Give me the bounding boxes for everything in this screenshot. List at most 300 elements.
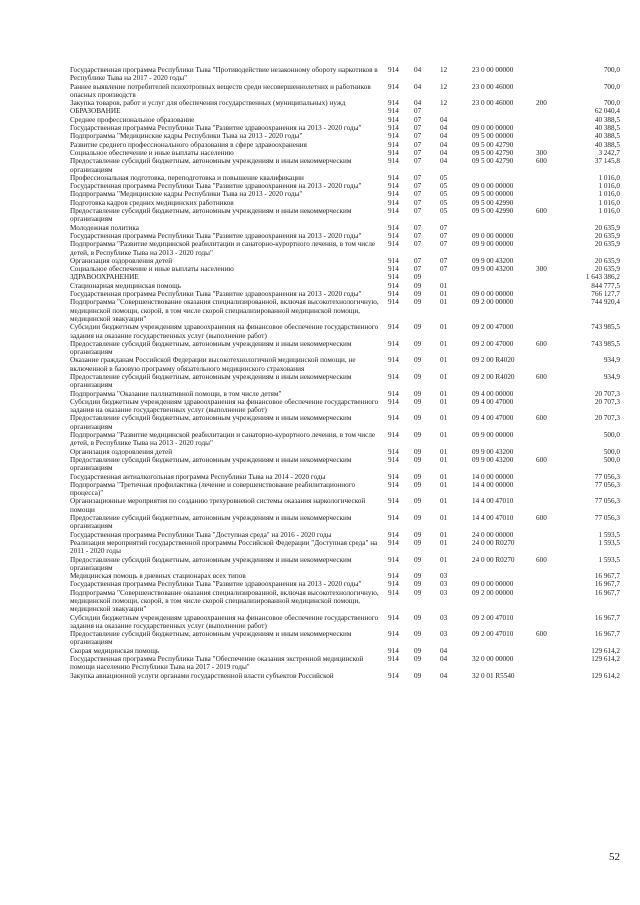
row-expense-type-code	[536, 448, 566, 456]
row-target-article-code: 09 9 00 00000	[472, 431, 514, 440]
row-section-code: 07	[414, 132, 422, 141]
row-expense-type-code: 600	[536, 514, 547, 523]
row-name: Предоставление субсидий бюджетным, автономным учреждениям и иным некоммерческим организациям	[70, 372, 352, 390]
row-department-code: 914	[388, 132, 399, 141]
row-subsection-code: 03	[440, 580, 448, 589]
row-target-article-code: 09 2 00 47000	[472, 323, 514, 332]
row-amount: 700,0	[603, 99, 620, 108]
row-subsection-code: 07	[440, 240, 448, 249]
row-name: Предоставление субсидий бюджетным, автономным учреждениям и иным некоммерческим организациям	[70, 514, 352, 531]
row-target-article-code: 14 4 00 47010	[472, 497, 514, 506]
row-target-article-code	[472, 116, 536, 124]
row-department-code: 914	[388, 148, 399, 157]
row-name: Организационные мероприятия по созданию трехуровневой системы оказания наркологической помощи	[70, 497, 366, 514]
row-expense-type-code	[536, 539, 566, 556]
row-target-article-code: 24 0 00 R0270	[472, 538, 515, 547]
row-department-code: 914	[388, 173, 399, 182]
row-expense-type-code: 600	[536, 157, 547, 166]
table-row	[70, 539, 620, 556]
row-subsection-code: 01	[440, 538, 448, 547]
row-expense-type-code	[536, 273, 566, 281]
row-section-code: 09	[414, 431, 422, 440]
row-expense-type-code	[536, 182, 566, 190]
row-section-code: 09	[414, 655, 422, 664]
row-subsection-code: 04	[440, 671, 448, 680]
row-target-article-code: 14 4 00 47010	[472, 514, 514, 523]
table-row	[70, 265, 620, 273]
row-department-code: 914	[388, 646, 399, 655]
row-department-code: 914	[388, 580, 399, 589]
table-row	[70, 323, 620, 340]
row-subsection-code: 01	[440, 290, 448, 299]
row-department-code: 914	[388, 182, 399, 191]
row-name: Предоставление субсидий бюджетным, автономным учреждениям и иным некоммерческим организациям	[70, 414, 352, 431]
row-target-article-code: 14 4 00 00000	[472, 480, 514, 489]
table-row	[70, 340, 620, 357]
row-expense-type-code	[536, 473, 566, 481]
row-expense-type-code	[536, 107, 566, 115]
row-expense-type-code	[536, 257, 566, 265]
row-target-article-code: 32 0 01 R5540	[472, 671, 515, 680]
row-section-code: 09	[414, 389, 422, 398]
table-row	[70, 182, 620, 190]
row-department-code: 914	[388, 538, 399, 547]
row-subsection-code: 01	[440, 497, 448, 506]
row-target-article-code: 09 5 00 00000	[472, 190, 514, 199]
row-expense-type-code	[536, 298, 566, 323]
row-target-article-code: 14 0 00 00000	[472, 472, 514, 481]
row-amount: 40 388,5	[594, 140, 620, 149]
page-number: 52	[609, 851, 620, 863]
row-subsection-code: 07	[440, 231, 448, 240]
row-expense-type-code	[536, 323, 566, 340]
row-name: Закупка авиационной услуги органами государственной власти субъектов Российской	[70, 671, 334, 680]
row-department-code: 914	[388, 256, 399, 265]
row-amount: 743 985,5	[591, 339, 620, 348]
row-name: Предоставление субсидий бюджетным, автономным учреждениям и иным некоммерческим организациям	[70, 339, 352, 357]
row-amount: 77 056,3	[594, 514, 620, 523]
table-row	[70, 456, 620, 473]
row-target-article-code: 32 0 00 00000	[472, 655, 514, 664]
row-name: Предоставление субсидий бюджетным, автономным учреждениям и иным некоммерческим организациям	[70, 630, 352, 647]
row-amount: 20 707,3	[594, 397, 620, 406]
row-subsection-code: 01	[440, 530, 448, 539]
row-target-article-code: 09 2 00 47010	[472, 630, 514, 639]
row-subsection-code: 03	[440, 630, 448, 639]
row-subsection-code: 04	[440, 655, 448, 664]
row-target-article-code: 09 2 00 R4020	[472, 372, 515, 381]
table-row	[70, 580, 620, 588]
row-name: Государственная программа Республики Тыва "Развитие здравоохранения на 2013 - 2020 годы"	[70, 124, 362, 133]
table-row	[70, 556, 620, 573]
table-row	[70, 373, 620, 390]
row-subsection-code: 04	[440, 115, 448, 124]
table-row	[70, 589, 620, 614]
row-name: Реализация мероприятий государственной программы Российской Федерации "Доступная среда" на 2011 - 2020 годы	[70, 538, 378, 556]
row-target-article-code: 09 9 00 43200	[472, 256, 514, 265]
row-expense-type-code	[536, 614, 566, 631]
row-amount: 1 016,0	[598, 182, 620, 191]
row-amount: 1 016,0	[598, 190, 620, 199]
row-expense-type-code	[536, 647, 566, 655]
row-amount: 40 388,5	[594, 124, 620, 133]
row-subsection-code: 12	[440, 66, 448, 74]
row-target-article-code: 09 9 00 43200	[472, 265, 514, 274]
row-subsection-code: 07	[440, 223, 448, 232]
row-expense-type-code: 600	[536, 372, 547, 381]
row-department-code: 914	[388, 514, 399, 523]
row-target-article-code	[472, 647, 536, 655]
row-amount: 16 967,7	[594, 572, 620, 581]
row-target-article-code	[472, 273, 536, 281]
table-row	[70, 481, 620, 498]
row-amount: 20 707,3	[594, 414, 620, 423]
row-section-code: 07	[414, 140, 422, 149]
row-subsection-code: 01	[440, 455, 448, 464]
row-subsection-code: 12	[440, 99, 448, 108]
row-subsection-code: 05	[440, 173, 448, 182]
row-section-code: 07	[414, 240, 422, 249]
row-amount: 20 635,9	[594, 223, 620, 232]
row-subsection-code: 04	[440, 148, 448, 157]
row-amount: 934,9	[603, 356, 620, 365]
row-expense-type-code: 300	[536, 148, 547, 157]
row-section-code: 07	[414, 198, 422, 207]
row-amount: 129 614,2	[591, 655, 620, 664]
row-subsection-code: 05	[440, 198, 448, 207]
row-section-code: 07	[414, 190, 422, 199]
row-name: Стационарная медицинская помощь	[70, 281, 181, 290]
row-amount: 743 985,5	[591, 323, 620, 332]
table-row	[70, 224, 620, 232]
row-department-code: 914	[388, 240, 399, 249]
row-expense-type-code	[536, 531, 566, 539]
row-subsection-code: 12	[440, 82, 448, 91]
row-section-code: 07	[414, 207, 422, 216]
row-expense-type-code	[536, 141, 566, 149]
row-department-code: 914	[388, 655, 399, 664]
row-target-article-code: 09 9 00 43200	[472, 455, 514, 464]
table-row	[70, 630, 620, 647]
row-name: Социальное обеспечение и иные выплаты населению	[70, 148, 234, 157]
row-name: Государственная программа Республики Тыва "Развитие здравоохранения на 2013 - 2020 годы"	[70, 182, 362, 191]
row-expense-type-code: 200	[536, 99, 547, 108]
table-row	[70, 398, 620, 415]
row-section-code: 09	[414, 646, 422, 655]
row-department-code: 914	[388, 397, 399, 406]
table-row	[70, 116, 620, 124]
row-subsection-code: 01	[440, 281, 448, 290]
row-section-code: 07	[414, 148, 422, 157]
row-name: Организация оздоровления детей	[70, 447, 173, 456]
row-section-code: 09	[414, 414, 422, 423]
row-amount: 1 643 386,2	[585, 273, 620, 282]
row-subsection-code: 07	[440, 265, 448, 274]
table-row	[70, 290, 620, 298]
row-section-code: 09	[414, 447, 422, 456]
row-name: Скорая медицинская помощь	[70, 646, 160, 655]
row-department-code: 914	[388, 82, 399, 91]
row-amount: 77 056,3	[594, 472, 620, 481]
row-expense-type-code: 600	[536, 555, 547, 564]
row-expense-type-code	[536, 282, 566, 290]
budget-rows	[70, 66, 620, 680]
row-amount: 20 635,9	[594, 231, 620, 240]
row-name: Субсидии бюджетным учреждениям здравоохранения на финансовое обеспечение государственного задания на оказание государственных услуг (выполнение работ)	[70, 613, 379, 630]
row-expense-type-code	[536, 224, 566, 232]
row-subsection-code: 01	[440, 414, 448, 423]
row-section-code: 07	[414, 107, 422, 116]
row-department-code: 914	[388, 290, 399, 299]
table-row	[70, 448, 620, 456]
row-amount: 77 056,3	[594, 497, 620, 506]
table-row	[70, 298, 620, 323]
row-section-code: 09	[414, 671, 422, 680]
row-name: Социальное обеспечение и иные выплаты населению	[70, 265, 234, 274]
row-target-article-code: 09 9 00 00000	[472, 240, 514, 249]
row-amount: 934,9	[603, 372, 620, 381]
row-amount: 20 635,9	[594, 256, 620, 265]
row-department-code: 914	[388, 356, 399, 365]
row-amount: 1 593,5	[598, 530, 620, 539]
row-section-code: 09	[414, 290, 422, 299]
row-department-code: 914	[388, 555, 399, 564]
row-amount: 77 056,3	[594, 480, 620, 489]
row-expense-type-code	[536, 116, 566, 124]
row-expense-type-code	[536, 589, 566, 614]
table-row	[70, 190, 620, 198]
row-subsection-code: 01	[440, 431, 448, 440]
row-subsection-code: 05	[440, 207, 448, 216]
table-row	[70, 431, 620, 448]
row-department-code: 914	[388, 414, 399, 423]
row-name: ЗДРАВООХРАНЕНИЕ	[70, 273, 139, 282]
row-section-code: 09	[414, 480, 422, 489]
row-target-article-code: 23 0 00 46000	[472, 99, 514, 108]
table-row	[70, 655, 620, 672]
row-amount: 20 707,3	[594, 389, 620, 398]
row-section-code: 09	[414, 514, 422, 523]
row-amount: 40 388,5	[594, 132, 620, 141]
row-section-code: 09	[414, 455, 422, 464]
row-name: Подпрограмма "Развитие медицинской реабилитации и санаторно-курортного лечения, в том числе детей, в Республике Тыва на 2013 - 2020 годы"	[70, 240, 376, 257]
row-expense-type-code	[536, 431, 566, 448]
row-expense-type-code	[536, 655, 566, 672]
row-name: Раннее выявление потребителей психотропных веществ среди несовершеннолетних и работников опасных производств	[70, 82, 371, 99]
row-target-article-code: 09 2 00 00000	[472, 298, 514, 307]
row-name: Государственная программа Республики Тыва "Развитие здравоохранения на 2013 - 2020 годы"	[70, 290, 362, 299]
row-department-code: 914	[388, 530, 399, 539]
row-department-code: 914	[388, 207, 399, 216]
row-subsection-code: 04	[440, 140, 448, 149]
row-section-code: 09	[414, 372, 422, 381]
row-target-article-code	[472, 107, 536, 115]
row-section-code: 07	[414, 265, 422, 274]
row-expense-type-code	[536, 190, 566, 198]
row-department-code: 914	[388, 372, 399, 381]
row-target-article-code: 09 0 00 00000	[472, 182, 514, 191]
row-amount: 3 242,7	[598, 148, 620, 157]
row-department-code: 914	[388, 389, 399, 398]
row-expense-type-code: 300	[536, 265, 547, 274]
row-expense-type-code	[536, 356, 566, 373]
row-expense-type-code	[536, 580, 566, 588]
row-name: Субсидии бюджетным учреждениям здравоохранения на финансовое обеспечение государственного задания на оказание государственных услуг (выполнение работ)	[70, 397, 379, 415]
row-expense-type-code	[536, 672, 566, 680]
row-subsection-code: 01	[440, 514, 448, 523]
table-row	[70, 282, 620, 290]
row-expense-type-code	[536, 83, 566, 100]
row-department-code: 914	[388, 190, 399, 199]
row-section-code: 09	[414, 273, 422, 282]
row-department-code: 914	[388, 273, 399, 282]
row-target-article-code	[472, 282, 536, 290]
row-section-code: 09	[414, 555, 422, 564]
row-amount: 700,0	[603, 82, 620, 91]
row-target-article-code: 09 2 00 R4020	[472, 356, 515, 365]
row-name: Подпрограмма "Третичная профилактика (лечение и совершенствование реабилитационного процесса)"	[70, 480, 356, 498]
row-expense-type-code: 600	[536, 339, 547, 348]
row-name: Подпрограмма "Совершенствование оказания специализированной, включая высокотехнологичную, медицинской помощи, скорой, в том числе скорой специализированной медицинской помощи, медицинской эвакуации"	[70, 298, 379, 323]
row-name: Государственная программа Республики Тыва "Доступная среда" на 2016 - 2020 годы	[70, 530, 332, 539]
row-expense-type-code	[536, 481, 566, 498]
table-row	[70, 174, 620, 182]
row-target-article-code: 09 2 00 00000	[472, 588, 514, 597]
row-subsection-code: 04	[440, 157, 448, 166]
row-department-code: 914	[388, 671, 399, 680]
row-section-code: 04	[414, 66, 422, 74]
row-section-code: 09	[414, 339, 422, 348]
row-target-article-code: 09 5 00 42990	[472, 198, 514, 207]
row-subsection-code: 01	[440, 323, 448, 332]
row-section-code: 04	[414, 99, 422, 108]
row-amount: 129 614,2	[591, 646, 620, 655]
row-amount: 500,0	[603, 447, 620, 456]
row-amount: 844 777,5	[591, 281, 620, 290]
row-department-code: 914	[388, 281, 399, 290]
table-row	[70, 647, 620, 655]
row-section-code: 09	[414, 497, 422, 506]
table-row	[70, 473, 620, 481]
row-name: Организация оздоровления детей	[70, 256, 173, 265]
row-name: Предоставление субсидий бюджетным, автономным учреждениям и иным некоммерческим организациям	[70, 555, 352, 572]
row-department-code: 914	[388, 99, 399, 108]
row-section-code: 09	[414, 538, 422, 547]
table-row	[70, 83, 620, 100]
row-expense-type-code	[536, 124, 566, 132]
table-row	[70, 531, 620, 539]
row-subsection-code: 04	[440, 132, 448, 141]
row-department-code: 914	[388, 223, 399, 232]
row-department-code: 914	[388, 447, 399, 456]
row-amount: 1 016,0	[598, 198, 620, 207]
row-amount: 37 145,8	[594, 157, 620, 166]
row-name: Предоставление субсидий бюджетным, автономным учреждениям и иным некоммерческим организациям	[70, 207, 352, 224]
row-name: Оказание гражданам Российской Федерации высокотехнологичной медицинской помощи, не включенной в базовую программу обязательного медицинского страхования	[70, 356, 356, 373]
row-target-article-code	[472, 174, 536, 182]
row-name: Государственная программа Республики Тыва "Развитие здравоохранения на 2013 - 2020 годы"	[70, 580, 362, 589]
row-target-article-code: 09 5 00 42790	[472, 148, 514, 157]
table-row	[70, 199, 620, 207]
row-department-code: 914	[388, 140, 399, 149]
row-target-article-code: 09 5 00 42790	[472, 140, 514, 149]
row-amount: 16 967,7	[594, 630, 620, 639]
row-amount: 129 614,2	[591, 671, 620, 680]
row-subsection-code: 01	[440, 339, 448, 348]
row-section-code: 09	[414, 298, 422, 307]
row-expense-type-code	[536, 290, 566, 298]
row-target-article-code	[472, 572, 536, 580]
table-row	[70, 614, 620, 631]
row-name: Закупка товаров, работ и услуг для обеспечения государственных (муниципальных) нужд	[70, 99, 346, 108]
row-subsection-code: 05	[440, 190, 448, 199]
row-subsection-code: 04	[440, 124, 448, 133]
row-subsection-code: 05	[440, 182, 448, 191]
row-department-code: 914	[388, 472, 399, 481]
row-section-code: 07	[414, 157, 422, 166]
row-expense-type-code	[536, 132, 566, 140]
row-name: Подпрограмма "Развитие медицинской реабилитации и санаторно-курортного лечения, в том числе детей, в Республике Тыва на 2013 - 2020 годы"	[70, 431, 376, 448]
row-subsection-code: 01	[440, 356, 448, 365]
row-department-code: 914	[388, 265, 399, 274]
row-expense-type-code: 600	[536, 455, 547, 464]
row-subsection-code: 03	[440, 572, 448, 581]
row-expense-type-code	[536, 240, 566, 257]
row-section-code: 07	[414, 115, 422, 124]
row-department-code: 914	[388, 157, 399, 166]
row-target-article-code: 24 0 00 00000	[472, 530, 514, 539]
row-expense-type-code	[536, 398, 566, 415]
row-department-code: 914	[388, 107, 399, 116]
row-section-code: 09	[414, 472, 422, 481]
table-row	[70, 356, 620, 373]
row-name: Подпрограмма "Совершенствование оказания специализированной, включая высокотехнологичную, медицинской помощи, скорой, в том числе скорой специализированной медицинской помощи, медицинской эвакуации"	[70, 588, 379, 614]
row-department-code: 914	[388, 231, 399, 240]
row-name: Предоставление субсидий бюджетным, автономным учреждениям и иным некоммерческим организациям	[70, 455, 352, 473]
row-amount: 16 967,7	[594, 580, 620, 589]
row-subsection-code: 01	[440, 397, 448, 406]
row-amount: 16 967,7	[594, 613, 620, 622]
table-row	[70, 207, 620, 224]
row-name: Молодежная политика	[70, 223, 139, 232]
row-expense-type-code: 600	[536, 207, 547, 216]
row-department-code: 914	[388, 480, 399, 489]
row-department-code: 914	[388, 455, 399, 464]
row-name: Подпрограмма "Медицинские кадры Республики Тыва на 2013 - 2020 годы"	[70, 132, 303, 141]
row-name: Среднее профессиональное образование	[70, 115, 195, 124]
table-row	[70, 572, 620, 580]
row-amount: 20 635,9	[594, 265, 620, 274]
row-expense-type-code	[536, 199, 566, 207]
row-department-code: 914	[388, 339, 399, 348]
row-name: Подпрограмма "Оказание паллиативной помощи, в том числе детям"	[70, 389, 282, 398]
row-expense-type-code	[536, 174, 566, 182]
row-target-article-code: 09 0 00 00000	[472, 580, 514, 589]
row-section-code: 07	[414, 124, 422, 133]
row-section-code: 07	[414, 256, 422, 265]
table-row	[70, 390, 620, 398]
row-department-code: 914	[388, 572, 399, 581]
row-expense-type-code	[536, 390, 566, 398]
row-section-code: 07	[414, 223, 422, 232]
row-target-article-code: 09 5 00 42790	[472, 157, 514, 166]
row-name: Медицинская помощь в дневных стационарах всех типов	[70, 572, 246, 581]
row-subsection-code: 01	[440, 298, 448, 307]
row-amount: 1 593,5	[598, 555, 620, 564]
row-target-article-code: 09 4 00 47000	[472, 414, 514, 423]
row-amount: 1 593,5	[598, 538, 620, 547]
row-subsection-code: 03	[440, 588, 448, 597]
